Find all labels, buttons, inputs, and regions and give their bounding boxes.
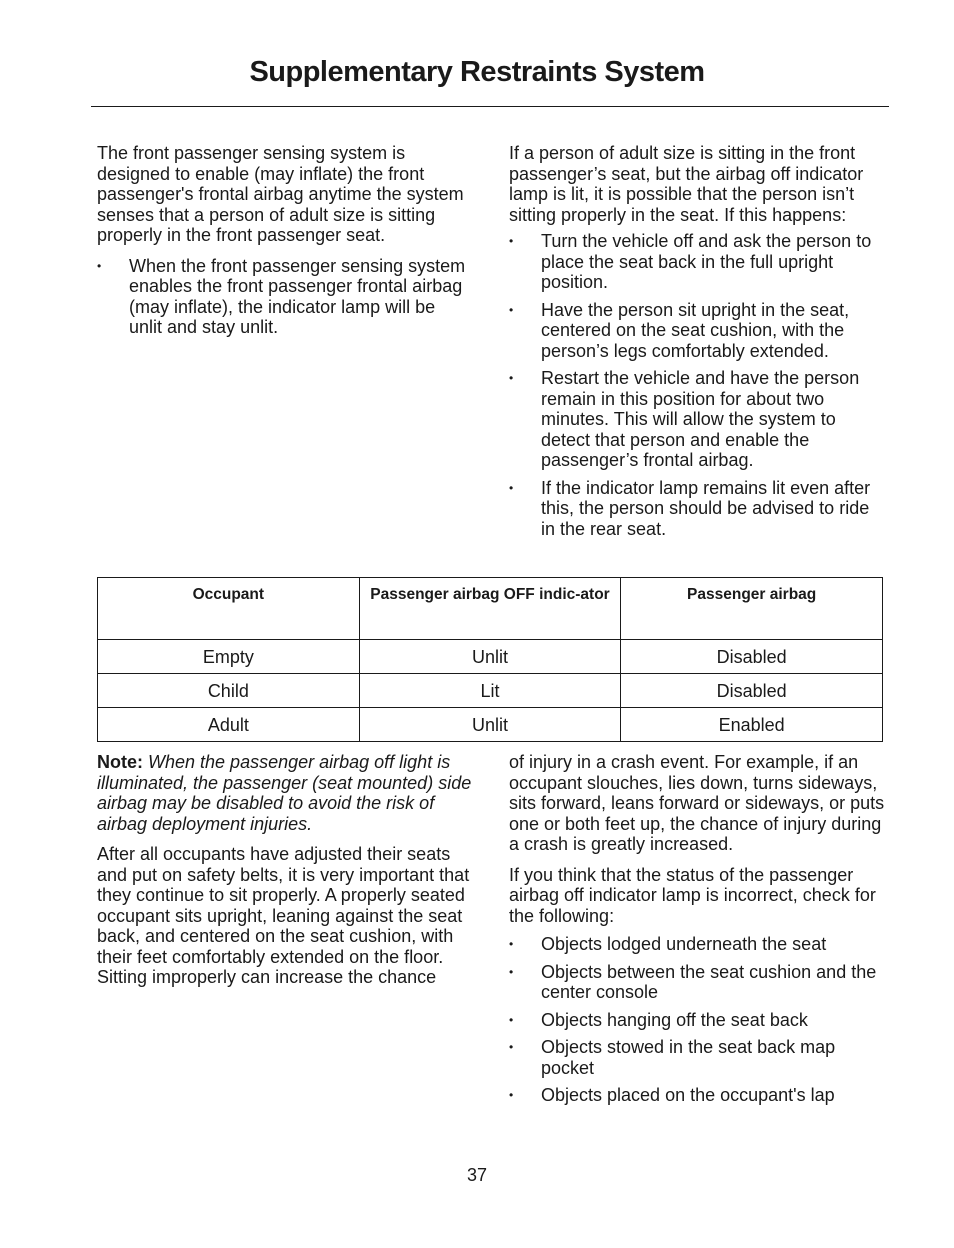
list-item: • Have the person sit upright in the seat, centered on the seat cushion, with the person’s legs comfortably extended. (509, 299, 850, 361)
bullet-list (509, 231, 885, 539)
bullet-icon: • (509, 1012, 514, 1027)
page-title: Supplementary Restraints System (249, 56, 705, 88)
list-item: • Restart the vehicle and have the person remain in this position for about two minutes. This will allow the system to detect that person and enable the passenger’s frontal airbag. (509, 368, 860, 470)
list-item: • Objects placed on the occupant's lap (509, 1085, 835, 1105)
bullet-icon: • (509, 964, 514, 979)
list-item: • When the front passenger sensing system enables the front passenger frontal airbag (may inflate), the indicator lamp will be unlit and stay unlit. (97, 255, 466, 337)
table-cell: Empty (98, 640, 360, 674)
table-row (98, 640, 883, 674)
note-label: Note: (97, 752, 143, 772)
table-row (98, 674, 883, 708)
column-header-occupant: Occupant (98, 578, 360, 640)
table-cell: Child (98, 674, 360, 708)
title-divider (91, 106, 889, 107)
table-cell: Disabled (621, 674, 883, 708)
bottom-left-column (97, 752, 473, 998)
table-cell: Unlit (359, 708, 621, 742)
body-paragraph: of injury in a crash event. For example, if an occupant slouches, lies down, turns sideways, sits forward, leans forward or sideways, or puts one or both feet up, the chance of injury during a crash is greatly increased. (509, 752, 885, 854)
bullet-icon: • (509, 1088, 514, 1102)
list-item: • Objects lodged underneath the seat (509, 934, 827, 954)
intro-paragraph: The front passenger sensing system is designed to enable (may inflate) the front passenger's frontal airbag anytime the system senses that a person of adult size is sitting properly in the front passenger seat. (97, 143, 464, 245)
note-paragraph (97, 752, 473, 834)
top-left-column (97, 143, 473, 345)
list-item: • Turn the vehicle off and ask the person to place the seat back in the full upright position. (509, 231, 872, 292)
table-row (98, 708, 883, 742)
bullet-icon: • (509, 234, 514, 248)
top-right-column (509, 143, 885, 546)
table-cell: Unlit (359, 640, 621, 674)
column-header-indicator: Passenger airbag OFF indic-ator (359, 578, 621, 640)
table-header-row (98, 578, 883, 640)
bullet-icon: • (509, 480, 514, 495)
note-text: When the passenger airbag off light is illuminated, the passenger (seat mounted) side airbag may be disabled to avoid the risk of airbag deployment injuries. (97, 752, 472, 834)
bullet-icon: • (509, 937, 514, 951)
column-header-airbag: Passenger airbag (621, 578, 883, 640)
list-item: • Objects stowed in the seat back map pocket (509, 1037, 836, 1078)
bottom-right-column (509, 752, 885, 1113)
bullet-icon: • (509, 302, 514, 317)
list-item: • If the indicator lamp remains lit even after this, the person should be advised to ride in the rear seat. (509, 477, 871, 539)
body-paragraph: After all occupants have adjusted their seats and put on safety belts, it is very important that they continue to sit properly. A properly seated occupant sits upright, leaning against the seat back, and centered on the seat cushion, with their feet comfortably extended on the floor. Sitting improperly can increase the chance (97, 844, 470, 987)
page-number: 37 (466, 1165, 488, 1185)
table-cell: Adult (98, 708, 360, 742)
table-cell: Enabled (621, 708, 883, 742)
bullet-icon: • (509, 1040, 514, 1054)
bullet-list (509, 934, 885, 1106)
intro-paragraph: If a person of adult size is sitting in the front passenger’s seat, but the airbag off indicator lamp is lit, it is possible that the person isn’t sitting properly in the seat. If this happens: (509, 143, 864, 225)
table-cell: Lit (359, 674, 621, 708)
bullet-icon: • (97, 258, 102, 273)
bullet-icon: • (509, 371, 514, 385)
list-item: • Objects between the seat cushion and the center console (509, 961, 877, 1002)
bullet-list (97, 256, 473, 338)
check-intro-paragraph: If you think that the status of the passenger airbag off indicator lamp is incorrect, check for the following: (509, 864, 876, 926)
airbag-status-table (97, 577, 883, 742)
table-cell: Disabled (621, 640, 883, 674)
list-item: • Objects hanging off the seat back (509, 1009, 808, 1030)
